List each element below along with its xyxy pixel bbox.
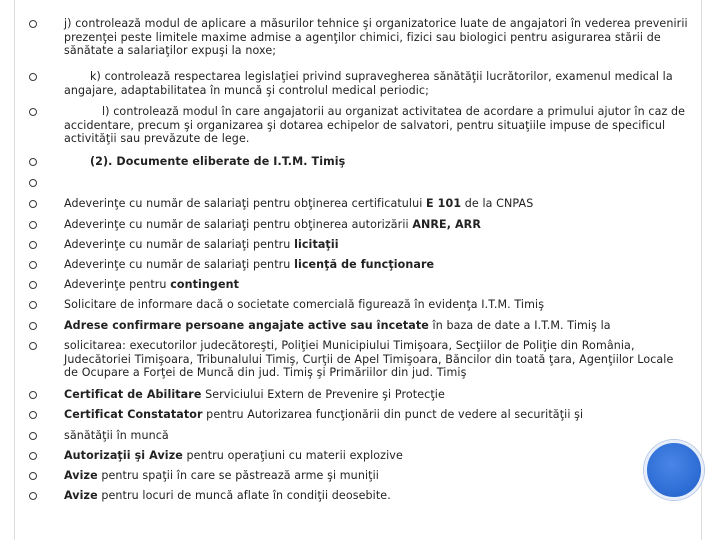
- bullet-icon: [29, 342, 37, 350]
- item-text-bold: Avize: [64, 469, 98, 482]
- bullet-icon: [29, 179, 37, 187]
- blue-circle-decoration: [644, 440, 704, 500]
- item-text-bold: licitaţii: [294, 238, 339, 251]
- item-text: k) controlează respectarea legislaţiei privind supravegherea sănătăţii lucrătorilor, examenul medical la angajare, adaptabilitatea în muncă şi controlul medical periodic;: [64, 70, 673, 97]
- left-margin-line: [14, 0, 15, 540]
- item-text: pentru Autorizarea funcţionării din punct de vedere al securităţii şi: [202, 408, 584, 421]
- item-text-bold: contingent: [170, 278, 239, 291]
- item-text: Serviciului Extern de Prevenire şi Protecţie: [201, 388, 445, 401]
- item-text: sănătăţii în muncă: [64, 429, 169, 442]
- item-text: Adeverinţe cu număr de salariaţi pentru: [64, 258, 295, 271]
- bullet-icon: [29, 281, 37, 289]
- bullet-icon: [29, 432, 37, 440]
- item-text-bold: Adrese confirmare persoane angajate active sau încetate: [64, 319, 429, 332]
- item-text: pentru spaţii în care se păstrează arme şi muniţii: [97, 469, 379, 482]
- item-text: solicitarea: executorilor judecătoreşti, Poliţiei Municipiului Timişoara, Secţiilor de Poliţie din România, Judecătoriei Timişoara, Tribunalului Timiş, Curţii de Apel Timişoara, Băncilor din toată ţara, Agenţiilor Locale de Ocupare a Forţei de Muncă din jud. Timiş şi Primăriilor din jud. Timiş: [64, 339, 674, 379]
- item-text-bold: Avize: [64, 489, 98, 502]
- item-text: Adeverinţe pentru: [64, 278, 171, 291]
- item-text: Adeverinţe cu număr de salariaţi pentru: [64, 238, 295, 251]
- item-text: j) controlează modul de aplicare a măsurilor tehnice şi organizatorice luate de angajatori în vederea prevenirii prezenţei peste limitele maxime admise a agenţilor chimici, fizici sau biologici pentru asigurarea stării de sănătate a salariaţilor expuşi la noxe;: [64, 17, 688, 57]
- bullet-icon: [29, 492, 37, 500]
- bullet-icon: [29, 221, 37, 229]
- item-text: Adeverinţe cu număr de salariaţi pentru obţinerea autorizării: [64, 218, 413, 231]
- item-text-bold: ANRE, ARR: [412, 218, 481, 231]
- item-text: pentru operaţiuni cu materii explozive: [182, 449, 403, 462]
- item-text-bold: licenţă de funcţionare: [294, 258, 435, 271]
- bullet-icon: [29, 73, 37, 81]
- bullet-icon: [29, 108, 37, 116]
- bullet-icon: [29, 452, 37, 460]
- bullet-icon: [29, 20, 37, 28]
- bullet-icon: [29, 200, 37, 208]
- item-text: de la CNPAS: [461, 197, 534, 210]
- item-text-bold: Certificat Constatator: [64, 408, 203, 421]
- item-text-bold: Autorizaţii şi Avize: [64, 449, 183, 462]
- item-text: în baza de date a I.T.M. Timiş la: [428, 319, 611, 332]
- item-text: l) controlează modul în care angajatorii au organizat activitatea de acordare a primului ajutor în caz de accidentare, precum şi organizarea şi dotarea echipelor de salvatori, pentru situaţiile impuse de specificul activităţii sau prevăzute de lege.: [64, 105, 686, 145]
- bullet-icon: [29, 411, 37, 419]
- bullet-icon: [29, 301, 37, 309]
- bullet-icon: [29, 158, 37, 166]
- item-text-bold: Certificat de Abilitare: [64, 388, 202, 401]
- bullet-icon: [29, 261, 37, 269]
- section-heading: (2). Documente eliberate de I.T.M. Timiş: [90, 155, 346, 168]
- item-text: Solicitare de informare dacă o societate comercială figurează în evidenţa I.T.M. Timiş: [64, 298, 545, 311]
- item-text-bold: E 101: [426, 197, 462, 210]
- bullet-icon: [29, 241, 37, 249]
- item-text: pentru locuri de muncă aflate în condiţii deosebite.: [97, 489, 391, 502]
- bullet-icon: [29, 472, 37, 480]
- bullet-icon: [29, 391, 37, 399]
- bullet-icon: [29, 322, 37, 330]
- item-text: Adeverinţe cu număr de salariaţi pentru obţinerea certificatului: [64, 197, 427, 210]
